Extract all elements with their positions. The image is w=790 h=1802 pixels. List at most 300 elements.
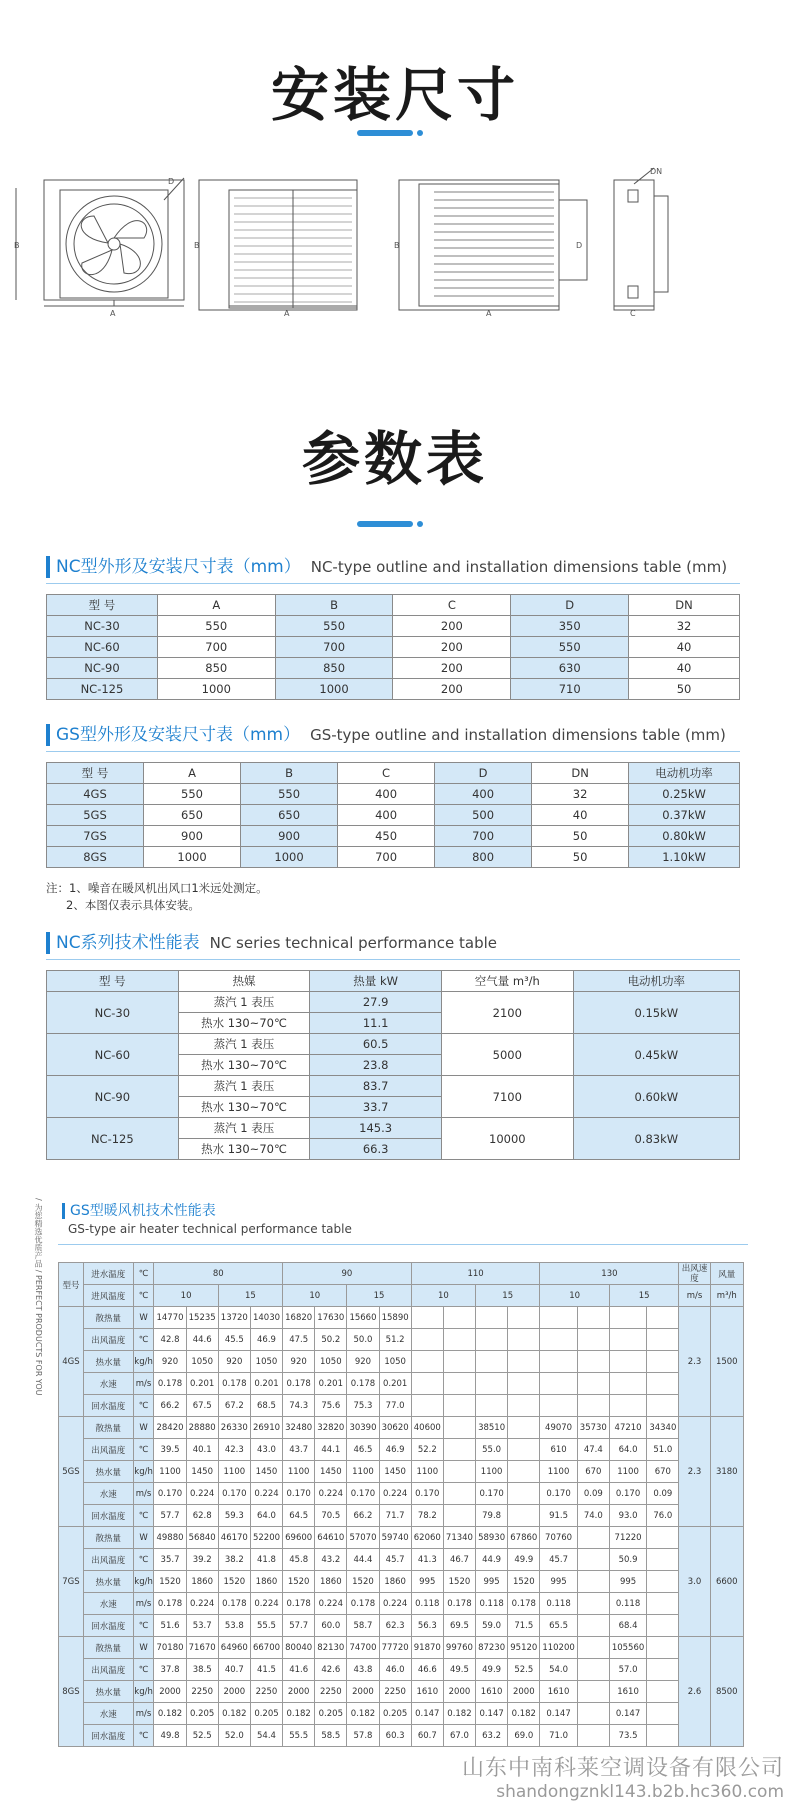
value-cell: 47210 <box>609 1417 646 1439</box>
value-cell: 28880 <box>186 1417 218 1439</box>
table-row: NC-60 700 700 200 550 40 <box>47 637 740 658</box>
param-cell: 散热量 <box>83 1417 133 1439</box>
drawing-label-b: B <box>14 241 20 250</box>
table-row: NC-90 蒸汽 1 表压 83.7 7100 0.60kW <box>47 1076 740 1097</box>
value-cell: 0.201 <box>315 1373 347 1395</box>
value-cell: 0.09 <box>577 1483 609 1505</box>
value-cell <box>647 1725 679 1747</box>
value-cell: 2000 <box>218 1681 250 1703</box>
value-cell: 49.5 <box>443 1659 475 1681</box>
value-cell <box>647 1549 679 1571</box>
value-cell: 46.9 <box>250 1329 282 1351</box>
value-cell: 42.8 <box>154 1329 186 1351</box>
value-cell: 58.7 <box>347 1615 379 1637</box>
speed-cell: 3.0 <box>679 1527 710 1637</box>
value-cell: 62060 <box>411 1527 443 1549</box>
value-cell: 43.7 <box>283 1439 315 1461</box>
value-cell: 40600 <box>411 1417 443 1439</box>
table-header-row: 型 号 热媒 热量 kW 空气量 m³/h 电动机功率 <box>47 971 740 992</box>
value-cell: 0.182 <box>508 1703 540 1725</box>
value-cell: 2000 <box>283 1681 315 1703</box>
value-cell: 1860 <box>315 1571 347 1593</box>
value-cell: 0.224 <box>250 1593 282 1615</box>
value-cell <box>476 1329 508 1351</box>
value-cell: 0.224 <box>186 1593 218 1615</box>
drawing-label-b3: B <box>394 241 400 250</box>
value-cell: 42.6 <box>315 1659 347 1681</box>
value-cell <box>443 1373 475 1395</box>
value-cell: 99760 <box>443 1637 475 1659</box>
value-cell <box>540 1307 577 1329</box>
value-cell: 0.178 <box>508 1593 540 1615</box>
param-cell: 散热量 <box>83 1637 133 1659</box>
value-cell: 50.9 <box>609 1549 646 1571</box>
value-cell: 1100 <box>476 1461 508 1483</box>
value-cell: 16820 <box>283 1307 315 1329</box>
value-cell: 67.5 <box>186 1395 218 1417</box>
value-cell: 14030 <box>250 1307 282 1329</box>
value-cell: 52.0 <box>218 1725 250 1747</box>
value-cell: 53.8 <box>218 1615 250 1637</box>
value-cell: 1050 <box>379 1351 411 1373</box>
unit-cell: ℃ <box>133 1439 154 1461</box>
value-cell: 105560 <box>609 1637 646 1659</box>
value-cell: 68.4 <box>609 1615 646 1637</box>
header-cell: D <box>511 595 629 616</box>
value-cell: 55.0 <box>476 1439 508 1461</box>
drawing-label-c: C <box>630 309 636 318</box>
table-row <box>59 1439 744 1461</box>
table-row <box>59 1593 744 1615</box>
value-cell: 60.0 <box>315 1615 347 1637</box>
value-cell: 50.2 <box>315 1329 347 1351</box>
value-cell: 38.2 <box>218 1549 250 1571</box>
value-cell: 62.8 <box>186 1505 218 1527</box>
unit-cell: ℃ <box>133 1505 154 1527</box>
nc-perf-title: NC系列技术性能表 NC series technical performance table <box>46 928 497 952</box>
value-cell: 55.5 <box>283 1725 315 1747</box>
value-cell: 1520 <box>218 1571 250 1593</box>
table-row: 热水 130~70℃ 33.7 <box>47 1097 740 1118</box>
param-cell: 水速 <box>83 1373 133 1395</box>
header-cell: B <box>275 595 393 616</box>
value-cell: 0.170 <box>218 1483 250 1505</box>
value-cell: 17630 <box>315 1307 347 1329</box>
flow-cell: 8500 <box>710 1637 743 1747</box>
value-cell <box>476 1373 508 1395</box>
value-cell: 0.205 <box>250 1703 282 1725</box>
value-cell: 49880 <box>154 1527 186 1549</box>
value-cell <box>609 1373 646 1395</box>
params-heading: 参数表 <box>301 425 488 493</box>
value-cell <box>443 1483 475 1505</box>
value-cell <box>443 1461 475 1483</box>
value-cell: 64610 <box>315 1527 347 1549</box>
value-cell: 1610 <box>540 1681 577 1703</box>
value-cell: 920 <box>218 1351 250 1373</box>
value-cell: 45.7 <box>540 1549 577 1571</box>
value-cell: 62.3 <box>379 1615 411 1637</box>
param-cell: 水速 <box>83 1703 133 1725</box>
value-cell <box>577 1549 609 1571</box>
value-cell: 41.6 <box>283 1659 315 1681</box>
louver-front-view <box>199 180 357 310</box>
value-cell <box>577 1307 609 1329</box>
drawing-label-d2: D <box>168 177 175 186</box>
value-cell: 37.8 <box>154 1659 186 1681</box>
table-row <box>59 1527 744 1549</box>
unit-cell: m/s <box>133 1593 154 1615</box>
value-cell <box>577 1593 609 1615</box>
table-header-row: 进风温度 ℃ 10 15 10 15 10 15 10 15 m/s m³/h <box>59 1285 744 1307</box>
value-cell: 71220 <box>609 1527 646 1549</box>
value-cell: 70180 <box>154 1637 186 1659</box>
value-cell: 67.2 <box>218 1395 250 1417</box>
value-cell <box>508 1483 540 1505</box>
value-cell: 0.118 <box>411 1593 443 1615</box>
value-cell: 49.9 <box>508 1549 540 1571</box>
table-row: NC-125 1000 1000 200 710 50 <box>47 679 740 700</box>
value-cell: 920 <box>283 1351 315 1373</box>
table-row <box>59 1571 744 1593</box>
value-cell: 0.182 <box>283 1703 315 1725</box>
value-cell: 71670 <box>186 1637 218 1659</box>
value-cell: 2250 <box>379 1681 411 1703</box>
value-cell: 56840 <box>186 1527 218 1549</box>
value-cell <box>647 1593 679 1615</box>
value-cell: 74.0 <box>577 1505 609 1527</box>
table-row <box>59 1703 744 1725</box>
value-cell: 14770 <box>154 1307 186 1329</box>
install-heading: 安装尺寸 <box>270 61 519 129</box>
gs-perf-table <box>58 1262 744 1747</box>
value-cell: 110200 <box>540 1637 577 1659</box>
value-cell: 52.2 <box>411 1439 443 1461</box>
value-cell: 1860 <box>379 1571 411 1593</box>
header-cell: 型 号 <box>47 595 158 616</box>
param-cell: 回水温度 <box>83 1505 133 1527</box>
value-cell: 46.5 <box>347 1439 379 1461</box>
flow-cell: 1500 <box>710 1307 743 1417</box>
watermark-company: 山东中南科莱空调设备有限公司 <box>461 1756 784 1781</box>
value-cell: 44.9 <box>476 1549 508 1571</box>
value-cell: 1610 <box>411 1681 443 1703</box>
table-row: NC-60 蒸汽 1 表压 60.5 5000 0.45kW <box>47 1034 740 1055</box>
value-cell <box>647 1395 679 1417</box>
value-cell: 0.178 <box>154 1593 186 1615</box>
gs-dims-table <box>46 762 740 868</box>
table-row: NC-30 550 550 200 350 32 <box>47 616 740 637</box>
table-row <box>59 1395 744 1417</box>
speed-cell: 2.6 <box>679 1637 710 1747</box>
side-caption: / 为您精选优质产品 / PERFECT PRODUCTS FOR YOU <box>34 1198 43 1396</box>
table-row: 8GS 1000 1000 700 800 50 1.10kW <box>47 847 740 868</box>
gs-perf-title: GS型暖风机技术性能表 <box>62 1200 216 1220</box>
value-cell <box>577 1703 609 1725</box>
value-cell: 64.0 <box>609 1439 646 1461</box>
value-cell: 59.0 <box>476 1615 508 1637</box>
flow-cell: 6600 <box>710 1527 743 1637</box>
value-cell <box>647 1659 679 1681</box>
value-cell: 30620 <box>379 1417 411 1439</box>
value-cell: 87230 <box>476 1637 508 1659</box>
value-cell: 67.0 <box>443 1725 475 1747</box>
param-cell: 出风温度 <box>83 1549 133 1571</box>
param-cell: 热水量 <box>83 1681 133 1703</box>
drawing-label-a3: A <box>486 309 492 318</box>
value-cell: 58.5 <box>315 1725 347 1747</box>
value-cell: 59.3 <box>218 1505 250 1527</box>
unit-cell: kg/h <box>133 1351 154 1373</box>
value-cell <box>411 1351 443 1373</box>
table-row <box>59 1615 744 1637</box>
value-cell: 44.6 <box>186 1329 218 1351</box>
value-cell: 74700 <box>347 1637 379 1659</box>
value-cell <box>443 1439 475 1461</box>
value-cell: 1450 <box>250 1461 282 1483</box>
value-cell: 45.5 <box>218 1329 250 1351</box>
value-cell: 15235 <box>186 1307 218 1329</box>
value-cell <box>411 1329 443 1351</box>
value-cell: 0.182 <box>218 1703 250 1725</box>
value-cell: 995 <box>476 1571 508 1593</box>
value-cell: 69600 <box>283 1527 315 1549</box>
model-cell: 8GS <box>59 1637 84 1747</box>
value-cell: 1050 <box>186 1351 218 1373</box>
value-cell: 68.5 <box>250 1395 282 1417</box>
value-cell <box>443 1329 475 1351</box>
value-cell <box>443 1351 475 1373</box>
value-cell: 46.9 <box>379 1439 411 1461</box>
unit-cell: ℃ <box>133 1615 154 1637</box>
value-cell: 0.178 <box>218 1593 250 1615</box>
value-cell: 49070 <box>540 1417 577 1439</box>
side-view <box>614 168 668 310</box>
value-cell: 57.8 <box>347 1725 379 1747</box>
drawing-label-b2: B <box>194 241 200 250</box>
value-cell: 39.5 <box>154 1439 186 1461</box>
unit-cell: m/s <box>133 1373 154 1395</box>
value-cell: 41.3 <box>411 1549 443 1571</box>
value-cell: 0.118 <box>609 1593 646 1615</box>
unit-cell: ℃ <box>133 1395 154 1417</box>
table-row <box>59 1681 744 1703</box>
value-cell: 74.3 <box>283 1395 315 1417</box>
value-cell: 47.5 <box>283 1329 315 1351</box>
value-cell: 65.5 <box>540 1615 577 1637</box>
value-cell: 43.0 <box>250 1439 282 1461</box>
value-cell <box>508 1395 540 1417</box>
value-cell: 0.170 <box>476 1483 508 1505</box>
table-row <box>59 1659 744 1681</box>
value-cell: 32820 <box>315 1417 347 1439</box>
value-cell: 1520 <box>154 1571 186 1593</box>
value-cell: 45.7 <box>379 1549 411 1571</box>
value-cell <box>577 1681 609 1703</box>
speed-cell: 2.3 <box>679 1417 710 1527</box>
value-cell <box>577 1615 609 1637</box>
unit-cell: ℃ <box>133 1725 154 1747</box>
value-cell: 95120 <box>508 1637 540 1659</box>
installation-drawings <box>14 167 774 360</box>
value-cell <box>647 1373 679 1395</box>
value-cell: 0.170 <box>347 1483 379 1505</box>
value-cell <box>647 1637 679 1659</box>
table-header-row: 型号 进水温度 ℃ 80 90 110 130 出风速度 风量 <box>59 1263 744 1285</box>
value-cell: 52.5 <box>186 1725 218 1747</box>
value-cell: 1050 <box>315 1351 347 1373</box>
value-cell: 42.3 <box>218 1439 250 1461</box>
value-cell: 51.0 <box>647 1439 679 1461</box>
value-cell: 46.7 <box>443 1549 475 1571</box>
value-cell: 2250 <box>186 1681 218 1703</box>
value-cell <box>577 1527 609 1549</box>
value-cell: 91870 <box>411 1637 443 1659</box>
value-cell: 49.9 <box>476 1659 508 1681</box>
value-cell <box>411 1395 443 1417</box>
value-cell: 77.0 <box>379 1395 411 1417</box>
value-cell: 0.205 <box>379 1703 411 1725</box>
value-cell <box>540 1351 577 1373</box>
header-cell: A <box>157 595 275 616</box>
value-cell <box>647 1615 679 1637</box>
value-cell: 49.8 <box>154 1725 186 1747</box>
table-row: 7GS 900 900 450 700 50 0.80kW <box>47 826 740 847</box>
value-cell: 1100 <box>347 1461 379 1483</box>
value-cell: 60.3 <box>379 1725 411 1747</box>
value-cell: 70760 <box>540 1527 577 1549</box>
value-cell <box>647 1329 679 1351</box>
value-cell: 58930 <box>476 1527 508 1549</box>
table-row: 热水 130~70℃ 66.3 <box>47 1139 740 1160</box>
value-cell: 82130 <box>315 1637 347 1659</box>
heading-decoration-2 <box>357 521 423 527</box>
value-cell: 0.178 <box>347 1373 379 1395</box>
value-cell: 75.3 <box>347 1395 379 1417</box>
value-cell <box>508 1329 540 1351</box>
param-cell: 热水量 <box>83 1461 133 1483</box>
speed-cell: 2.3 <box>679 1307 710 1417</box>
value-cell: 920 <box>154 1351 186 1373</box>
value-cell: 0.224 <box>315 1483 347 1505</box>
value-cell: 64.0 <box>250 1505 282 1527</box>
value-cell: 1610 <box>476 1681 508 1703</box>
value-cell: 40.7 <box>218 1659 250 1681</box>
value-cell: 69.0 <box>508 1725 540 1747</box>
value-cell: 0.205 <box>315 1703 347 1725</box>
table-row <box>59 1505 744 1527</box>
value-cell: 0.178 <box>154 1373 186 1395</box>
value-cell: 1520 <box>508 1571 540 1593</box>
value-cell: 80040 <box>283 1637 315 1659</box>
value-cell <box>508 1461 540 1483</box>
header-model: 型号 <box>59 1263 84 1307</box>
value-cell: 0.178 <box>283 1373 315 1395</box>
table-row <box>59 1483 744 1505</box>
value-cell: 43.8 <box>347 1659 379 1681</box>
param-cell: 散热量 <box>83 1527 133 1549</box>
value-cell <box>476 1307 508 1329</box>
value-cell: 670 <box>647 1461 679 1483</box>
value-cell: 91.5 <box>540 1505 577 1527</box>
drawing-label-dn: DN <box>650 167 663 176</box>
param-cell: 出风温度 <box>83 1329 133 1351</box>
param-cell: 回水温度 <box>83 1725 133 1747</box>
param-cell: 散热量 <box>83 1307 133 1329</box>
value-cell: 0.170 <box>154 1483 186 1505</box>
value-cell: 54.0 <box>540 1659 577 1681</box>
value-cell: 1050 <box>250 1351 282 1373</box>
value-cell: 57.7 <box>154 1505 186 1527</box>
value-cell: 69.5 <box>443 1615 475 1637</box>
value-cell <box>577 1351 609 1373</box>
value-cell <box>609 1395 646 1417</box>
value-cell: 1450 <box>315 1461 347 1483</box>
coil-view <box>399 180 587 310</box>
header-cell: C <box>393 595 511 616</box>
value-cell <box>443 1395 475 1417</box>
value-cell <box>577 1329 609 1351</box>
value-cell <box>609 1307 646 1329</box>
param-cell: 回水温度 <box>83 1395 133 1417</box>
value-cell: 46.0 <box>379 1659 411 1681</box>
value-cell <box>577 1373 609 1395</box>
value-cell: 93.0 <box>609 1505 646 1527</box>
unit-cell: W <box>133 1417 154 1439</box>
value-cell: 2250 <box>250 1681 282 1703</box>
unit-cell: ℃ <box>133 1659 154 1681</box>
value-cell: 52200 <box>250 1527 282 1549</box>
gs-perf-subtitle: GS-type air heater technical performance table <box>68 1222 352 1236</box>
value-cell: 2000 <box>443 1681 475 1703</box>
value-cell: 71340 <box>443 1527 475 1549</box>
value-cell: 1860 <box>186 1571 218 1593</box>
value-cell <box>577 1659 609 1681</box>
param-cell: 水速 <box>83 1593 133 1615</box>
value-cell: 77720 <box>379 1637 411 1659</box>
value-cell: 43.2 <box>315 1549 347 1571</box>
value-cell: 610 <box>540 1439 577 1461</box>
value-cell: 41.8 <box>250 1549 282 1571</box>
drawing-label-a2: A <box>284 309 290 318</box>
value-cell: 45.8 <box>283 1549 315 1571</box>
value-cell: 44.1 <box>315 1439 347 1461</box>
value-cell <box>508 1505 540 1527</box>
value-cell <box>577 1395 609 1417</box>
value-cell: 2000 <box>347 1681 379 1703</box>
value-cell: 995 <box>411 1571 443 1593</box>
value-cell: 0.09 <box>647 1483 679 1505</box>
value-cell: 0.224 <box>379 1483 411 1505</box>
value-cell: 26910 <box>250 1417 282 1439</box>
value-cell: 0.147 <box>411 1703 443 1725</box>
value-cell: 59740 <box>379 1527 411 1549</box>
value-cell: 1100 <box>411 1461 443 1483</box>
value-cell: 38.5 <box>186 1659 218 1681</box>
value-cell: 0.170 <box>609 1483 646 1505</box>
value-cell <box>577 1725 609 1747</box>
value-cell: 32480 <box>283 1417 315 1439</box>
value-cell: 39.2 <box>186 1549 218 1571</box>
value-cell: 78.2 <box>411 1505 443 1527</box>
value-cell: 2000 <box>508 1681 540 1703</box>
value-cell <box>647 1703 679 1725</box>
table-row: NC-30 蒸汽 1 表压 27.9 2100 0.15kW <box>47 992 740 1013</box>
value-cell: 35.7 <box>154 1549 186 1571</box>
value-cell: 34340 <box>647 1417 679 1439</box>
unit-cell: W <box>133 1307 154 1329</box>
param-cell: 水速 <box>83 1483 133 1505</box>
